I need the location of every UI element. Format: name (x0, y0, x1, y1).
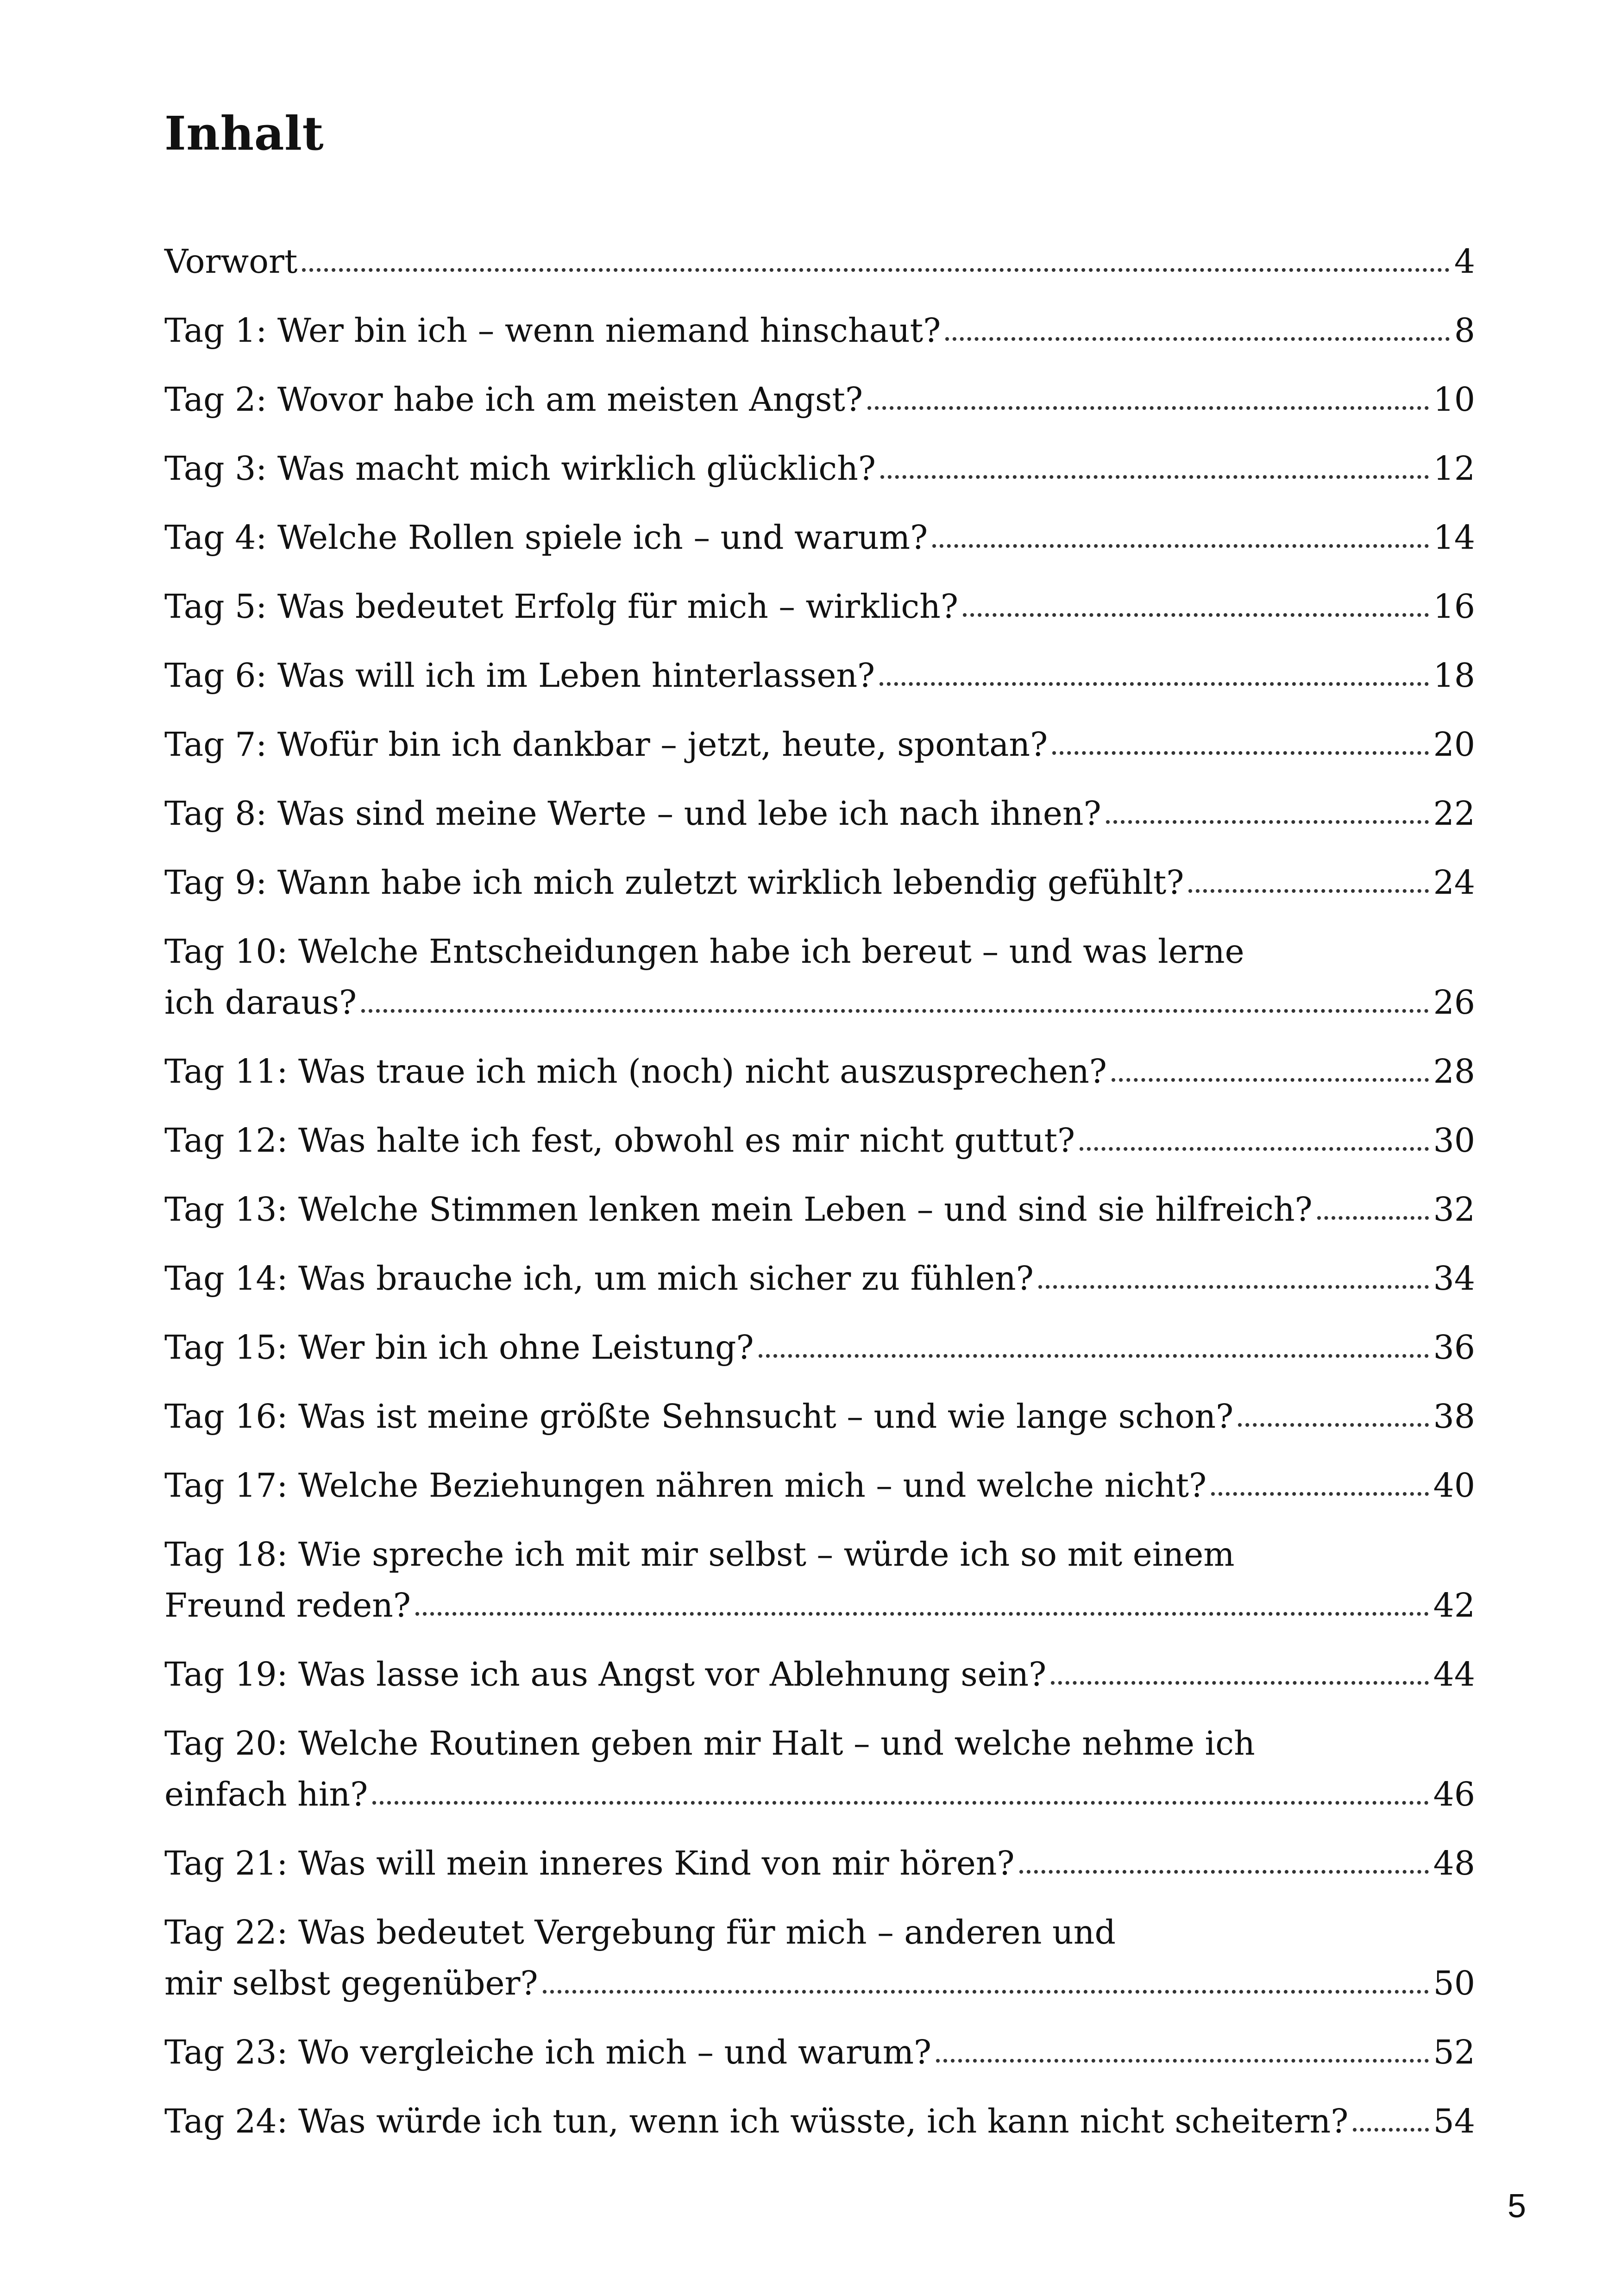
toc-entry[interactable] (164, 1046, 1475, 1097)
toc-entry-row (164, 581, 1475, 632)
toc-entry-title: Tag 9: Wann habe ich mich zuletzt wirklich lebendig gefühlt? (164, 863, 1184, 902)
toc-entry-title: Tag 1: Wer bin ich – wenn niemand hinschaut? (164, 311, 941, 350)
dot-leader (1038, 1285, 1429, 1289)
toc-entry-row (164, 650, 1475, 701)
toc-entry-title: einfach hin? (164, 1775, 368, 1813)
toc-entry[interactable] (164, 236, 1475, 287)
toc-entry-title: Tag 7: Wofür bin ich dankbar – jetzt, heute, spontan? (164, 725, 1048, 764)
toc-entry-page-number: 28 (1433, 1052, 1475, 1091)
toc-entry-row (164, 1115, 1475, 1166)
toc-entry-row (164, 2027, 1475, 2078)
dot-leader (936, 2058, 1429, 2063)
toc-entry-title-line: Tag 10: Welche Entscheidungen habe ich bereut – und was lerne (164, 932, 1244, 971)
toc-entry-title: Tag 17: Welche Beziehungen nähren mich – und welche nicht? (164, 1466, 1207, 1505)
toc-entry-page-number: 20 (1433, 725, 1475, 764)
toc-entry-row (164, 1580, 1475, 1631)
dot-leader (932, 544, 1428, 548)
page-number: 5 (1508, 2188, 1527, 2225)
toc-entry-page-number: 14 (1433, 518, 1475, 557)
toc-entry-title-line: Tag 18: Wie spreche ich mit mir selbst – würde ich so mit einem (164, 1535, 1235, 1574)
toc-entry-title: Tag 15: Wer bin ich ohne Leistung? (164, 1328, 754, 1367)
toc-entry-page-number: 54 (1433, 2102, 1475, 2140)
toc-entry-page-number: 42 (1433, 1586, 1475, 1625)
dot-leader (1080, 1147, 1429, 1151)
dot-leader (1317, 1216, 1429, 1220)
toc-entry-row (164, 1046, 1475, 1097)
toc-entry-title: Tag 12: Was halte ich fest, obwohl es mir nicht guttut? (164, 1121, 1075, 1160)
toc-entry[interactable] (164, 1391, 1475, 1442)
dot-leader (1112, 1078, 1429, 1082)
toc-entry-row (164, 788, 1475, 839)
toc-entry-title: Tag 21: Was will mein inneres Kind von mir hören? (164, 1844, 1015, 1882)
dot-leader (1052, 751, 1428, 755)
toc-entry-title: Tag 8: Was sind meine Werte – und lebe ich nach ihnen? (164, 794, 1101, 833)
toc-entry-title: Tag 3: Was macht mich wirklich glücklich? (164, 449, 876, 488)
toc-entry-title: Freund reden? (164, 1586, 411, 1625)
dot-leader (759, 1354, 1429, 1358)
dot-leader (372, 1800, 1428, 1805)
toc-entry[interactable] (164, 1115, 1475, 1166)
table-of-contents (164, 236, 1475, 2165)
toc-entry-row (164, 977, 1475, 1028)
toc-entry-row (164, 236, 1475, 287)
toc-entry-row (164, 1253, 1475, 1304)
toc-entry-row (164, 1460, 1475, 1511)
toc-entry-title: Tag 14: Was brauche ich, um mich sicher zu fühlen? (164, 1259, 1034, 1298)
toc-entry-page-number: 10 (1433, 380, 1475, 419)
toc-entry-row (164, 443, 1475, 494)
toc-entry[interactable] (164, 1718, 1475, 1820)
toc-entry[interactable] (164, 1907, 1475, 2009)
toc-entry-title: Tag 5: Was bedeutet Erfolg für mich – wirklich? (164, 587, 958, 626)
toc-entry[interactable] (164, 305, 1475, 356)
toc-entry-row (164, 374, 1475, 425)
toc-entry-title: Tag 19: Was lasse ich aus Angst vor Ablehnung sein? (164, 1655, 1047, 1694)
toc-entry-page-number: 8 (1454, 311, 1475, 350)
toc-entry[interactable] (164, 443, 1475, 494)
toc-entry[interactable] (164, 719, 1475, 770)
dot-leader (880, 682, 1429, 686)
toc-entry-page-number: 44 (1433, 1655, 1475, 1694)
dot-leader (1238, 1423, 1428, 1427)
dot-leader (1051, 1681, 1428, 1685)
toc-entry-page-number: 48 (1433, 1844, 1475, 1882)
toc-entry-page-number: 38 (1433, 1397, 1475, 1436)
toc-entry-row (164, 1322, 1475, 1373)
toc-entry[interactable] (164, 2027, 1475, 2078)
dot-leader (1019, 1869, 1429, 1874)
toc-entry-page-number: 16 (1433, 587, 1475, 626)
dot-leader (302, 268, 1449, 272)
toc-entry-page-number: 34 (1433, 1259, 1475, 1298)
toc-entry-page-number: 46 (1433, 1775, 1475, 1813)
toc-entry-row (164, 2096, 1475, 2147)
toc-entry-title: mir selbst gegenüber? (164, 1964, 538, 2002)
toc-entry-page-number: 36 (1433, 1328, 1475, 1367)
toc-entry-title-line: Tag 20: Welche Routinen geben mir Halt – und welche nehme ich (164, 1724, 1255, 1763)
toc-entry[interactable] (164, 788, 1475, 839)
toc-entry-page-number: 50 (1433, 1964, 1475, 2002)
toc-entry-page-number: 26 (1433, 983, 1475, 1022)
toc-entry[interactable] (164, 926, 1475, 1028)
toc-entry-row (164, 719, 1475, 770)
toc-entry-page-number: 22 (1433, 794, 1475, 833)
dot-leader (1106, 820, 1429, 824)
toc-entry[interactable] (164, 1460, 1475, 1511)
toc-entry-title: Tag 2: Wovor habe ich am meisten Angst? (164, 380, 863, 419)
toc-entry-row (164, 512, 1475, 563)
toc-entry[interactable] (164, 1649, 1475, 1700)
page-title: Inhalt (164, 106, 324, 161)
toc-entry-page-number: 30 (1433, 1121, 1475, 1160)
toc-entry[interactable] (164, 374, 1475, 425)
toc-entry-title: Tag 6: Was will ich im Leben hinterlassen? (164, 656, 875, 695)
toc-entry[interactable] (164, 1184, 1475, 1235)
dot-leader (945, 337, 1450, 341)
toc-entry-row (164, 1958, 1475, 2009)
dot-leader (867, 406, 1429, 410)
dot-leader (963, 613, 1429, 617)
toc-entry-title-line: Tag 22: Was bedeutet Vergebung für mich – anderen und (164, 1913, 1116, 1951)
toc-entry-row (164, 305, 1475, 356)
toc-entry-page-number: 24 (1433, 863, 1475, 902)
dot-leader (880, 475, 1429, 479)
dot-leader (415, 1612, 1429, 1616)
dot-leader (361, 1009, 1429, 1013)
toc-entry[interactable] (164, 1529, 1475, 1631)
toc-entry-title: Vorwort (164, 242, 298, 281)
dot-leader (1211, 1492, 1429, 1496)
toc-entry[interactable] (164, 581, 1475, 632)
toc-entry[interactable] (164, 1253, 1475, 1304)
toc-entry-title: ich daraus? (164, 983, 357, 1022)
toc-entry-title: Tag 11: Was traue ich mich (noch) nicht auszusprechen? (164, 1052, 1107, 1091)
toc-entry-title: Tag 24: Was würde ich tun, wenn ich wüsste, ich kann nicht scheitern? (164, 2102, 1349, 2140)
toc-entry-row (164, 1769, 1475, 1820)
toc-entry[interactable] (164, 650, 1475, 701)
toc-entry[interactable] (164, 512, 1475, 563)
toc-entry-page-number: 18 (1433, 656, 1475, 695)
toc-entry-row (164, 1649, 1475, 1700)
toc-entry-page-number: 52 (1433, 2033, 1475, 2071)
toc-entry[interactable] (164, 1322, 1475, 1373)
dot-leader (1188, 889, 1428, 893)
toc-entry-page-number: 4 (1454, 242, 1475, 281)
dot-leader (1353, 2127, 1428, 2132)
toc-entry[interactable] (164, 857, 1475, 908)
toc-entry-row (164, 1184, 1475, 1235)
toc-entry[interactable] (164, 1838, 1475, 1889)
toc-entry-title: Tag 16: Was ist meine größte Sehnsucht – und wie lange schon? (164, 1397, 1234, 1436)
toc-entry-title: Tag 23: Wo vergleiche ich mich – und warum? (164, 2033, 932, 2071)
toc-entry-page-number: 40 (1433, 1466, 1475, 1505)
toc-entry-row (164, 857, 1475, 908)
dot-leader (543, 1989, 1429, 1994)
toc-entry-page-number: 32 (1433, 1190, 1475, 1229)
toc-entry-title: Tag 13: Welche Stimmen lenken mein Leben – und sind sie hilfreich? (164, 1190, 1313, 1229)
toc-entry-row (164, 1838, 1475, 1889)
toc-entry-title: Tag 4: Welche Rollen spiele ich – und warum? (164, 518, 928, 557)
toc-entry-page-number: 12 (1433, 449, 1475, 488)
toc-entry[interactable] (164, 2096, 1475, 2147)
toc-entry-row (164, 1391, 1475, 1442)
